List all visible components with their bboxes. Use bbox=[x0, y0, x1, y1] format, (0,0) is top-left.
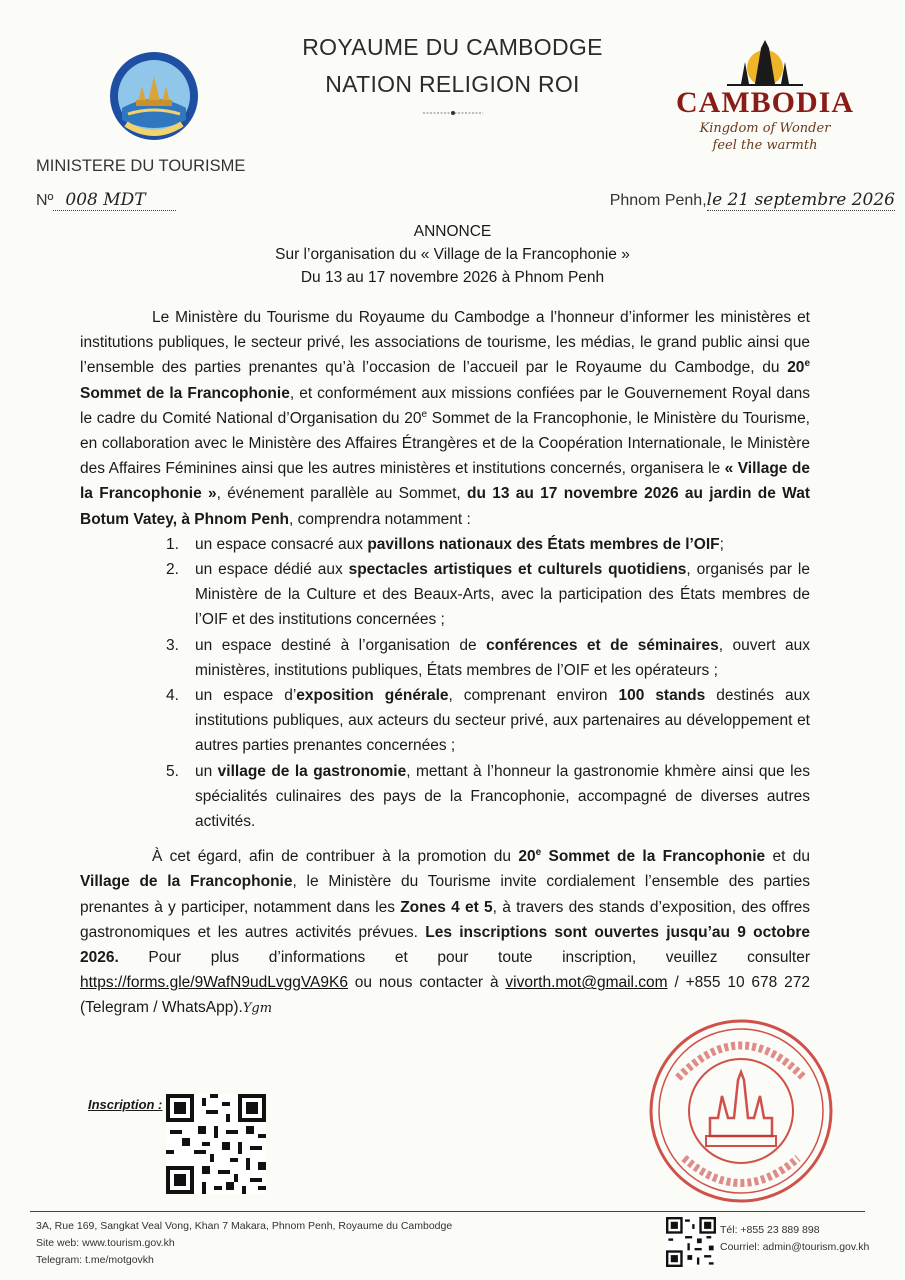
ministry-name: MINISTERE DU TOURISME bbox=[36, 157, 246, 175]
title-line-2: Sur l’organisation du « Village de la Francophonie » bbox=[275, 246, 630, 263]
registration-form-link[interactable]: https://forms.gle/9WafN9udLvggVA9K6 bbox=[80, 974, 348, 992]
title-line-1: ANNONCE bbox=[413, 223, 492, 240]
footer-qr-code[interactable] bbox=[666, 1217, 716, 1267]
footer-divider bbox=[30, 1211, 865, 1212]
list-item: 1. un espace consacré aux pavillons nationaux des États membres de l’OIF; bbox=[166, 535, 724, 553]
paragraph-1: Le Ministère du Tourisme du Royaume du Cambodge a l’honneur d’informer les ministères et institutions publiques, le secteur privé, les associations de tourisme, les médias, le grand public ainsi que l’ensemble des parties prenantes qu’à l’occasion de l’accueil par le Royaume du Cambodge, du 20e Sommet de la Francophonie, et conformément aux missions confiées par le Gouvernement Royal dans le cadre du Comité National d’Organisation du 20e Sommet de la Francophonie, le Ministère du Tourisme, en collaboration avec le Ministère des Affaires Étrangères et de la Coopération Internationale, le Ministère des Affaires Féminines ainsi que les autres ministères et institutions concernés, organisera le « Village de la Francophonie », événement parallèle au Sommet, du 13 au 17 novembre 2026 au jardin de Wat Botum Vatey, à Phnom Penh, comprendra notamment : bbox=[80, 309, 810, 528]
contact-email-link[interactable]: vivorth.mot@gmail.com bbox=[505, 974, 668, 992]
date-place: Phnom Penh, bbox=[609, 192, 707, 209]
brand-tagline-1: Kingdom of Wonder bbox=[699, 121, 831, 136]
paragraph-2: À cet égard, afin de contribuer à la promotion du 20e Sommet de la Francophonie et du Village de la Francophonie, le Ministère du Tourisme invite cordialement l’ensemble des parties prenantes à y participer, notamment dans les Zones 4 et 5, à travers des stands d’exposition, des offres gastronomiques et les autres activités prévues. Les inscriptions sont ouvertes jusqu’au 9 octobre 2026. Pour plus d’informations et pour toute inscription, veuillez consulter https://forms.gle/9WafN9udLvggVA9K6 ou nous contacter à vivorth.mot@gmail.com / +855 10 678 272 (Telegram / WhatsApp).Ygm bbox=[80, 847, 811, 1017]
kingdom-heading bbox=[220, 30, 685, 121]
ministry-of-tourism-logo bbox=[108, 50, 200, 142]
ref-number: 008 MDT bbox=[53, 190, 175, 211]
announcement-body bbox=[80, 305, 810, 1022]
title-line-3: Du 13 au 17 novembre 2026 à Phnom Penh bbox=[300, 269, 605, 286]
footer-email[interactable]: Courriel: admin@tourism.gov.kh bbox=[720, 1241, 870, 1253]
footer-address-block bbox=[36, 1218, 452, 1269]
reference-number bbox=[36, 190, 176, 210]
footer-contact-block bbox=[720, 1222, 869, 1256]
date-value: le 21 septembre 2026 bbox=[706, 190, 895, 210]
list-item: 2. un espace dédié aux spectacles artistiques et culturels quotidiens, organisés par le Ministère de la Culture et des Beaux-Arts, avec la participation des États membres de l’OIF et des institutions concernées ; bbox=[166, 561, 810, 629]
announcement-title bbox=[100, 220, 805, 289]
temple-silhouette-icon bbox=[715, 38, 815, 86]
handwritten-initials: Ygm bbox=[242, 1001, 273, 1017]
footer-telegram[interactable]: Telegram: t.me/motgovkh bbox=[36, 1254, 154, 1266]
brand-tagline-2: feel the warmth bbox=[712, 138, 818, 153]
kingdom-line-1: ROYAUME DU CAMBODGE bbox=[302, 34, 603, 60]
footer-tel: Tél: +855 23 889 898 bbox=[720, 1224, 820, 1236]
kingdom-line-2: NATION RELIGION ROI bbox=[325, 71, 580, 97]
inscription-label: Inscription : bbox=[88, 1097, 163, 1112]
dateline bbox=[560, 190, 895, 210]
list-item: 4. un espace d’exposition générale, comprenant environ 100 stands destinés aux institutions publiques, aux acteurs du secteur privé, aux partenaires au développement et autres parties prenantes concernées ; bbox=[166, 687, 810, 755]
ornament-divider bbox=[423, 110, 483, 116]
footer-address: 3A, Rue 169, Sangkat Veal Vong, Khan 7 Makara, Phnom Penh, Royaume du Cambodge bbox=[36, 1220, 453, 1232]
brand-word: CAMBODIA bbox=[676, 86, 854, 119]
inscription-qr-code[interactable] bbox=[166, 1094, 266, 1194]
ref-prefix: Nº bbox=[36, 192, 54, 209]
activity-list bbox=[80, 532, 810, 834]
list-item: 3. un espace destiné à l’organisation de conférences et de séminaires, ouvert aux ministères, institutions publiques, États membres de l’OIF et les opérateurs ; bbox=[166, 636, 810, 679]
cambodia-brand-logo bbox=[655, 38, 875, 158]
list-item: 5. un village de la gastronomie, mettant à l’honneur la gastronomie khmère ainsi que les spécialités culinaires des pays de la Francophonie, accompagné de diverses autres activités. bbox=[166, 762, 810, 831]
footer-website[interactable]: Site web: www.tourism.gov.kh bbox=[36, 1237, 175, 1249]
official-seal-stamp bbox=[648, 1018, 834, 1204]
